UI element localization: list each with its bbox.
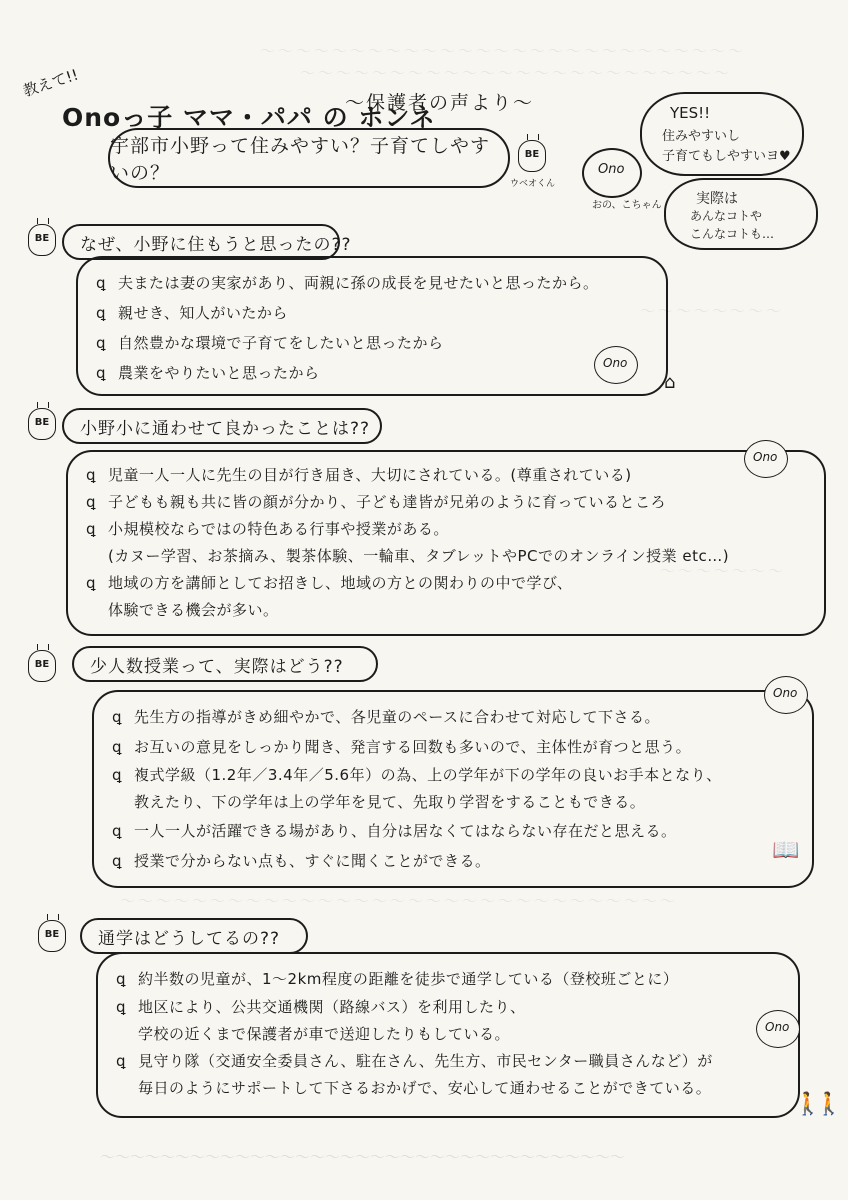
bleed-through: 〜〜〜〜〜〜〜 (660, 562, 787, 580)
question-cloud (108, 128, 510, 188)
answer-box (66, 450, 826, 636)
walking-children-icon: 🚶🚶 (794, 1092, 837, 1117)
ubeo-mascot-icon: BE (28, 224, 56, 256)
ubeo-mascot-icon: BE (518, 140, 546, 172)
speech-bubble-reality (664, 178, 818, 250)
bubble-text: あんなコトや (690, 209, 763, 223)
list-item: ꝗ 農業をやりたいと思ったから (96, 364, 320, 382)
onoko-mascot-icon: Ono (594, 346, 638, 384)
bubble-text: 子育てもしやすいヨ♥ (662, 149, 791, 164)
list-item: ꝗ 地域の方を講師としてお招きし、地域の方との関わりの中で学び、 (86, 574, 573, 592)
bubble-text: 実際は (696, 191, 738, 207)
section-title: 小野小に通わせて良かったことは?? (62, 408, 382, 444)
onoko-mascot-icon: Ono (756, 1010, 800, 1048)
bubble-text: こんなコトも… (690, 227, 775, 241)
page-title: Onoっ子 ママ・パパ の ホンネ (62, 103, 436, 132)
list-item: ꝗ 一人一人が活躍できる場があり、自分は居なくてはならない存在だと思える。 (112, 822, 677, 840)
header-teaser: 教えて!! (20, 65, 81, 101)
list-item: ꝗ 約半数の児童が、1〜2km程度の距離を徒歩で通学している（登校班ごとに） (116, 970, 679, 988)
ubeo-caption: ウベオくん (510, 179, 556, 189)
bleed-through: 〜〜〜〜〜〜〜〜〜〜〜〜〜〜〜〜〜〜〜〜〜〜〜〜〜〜〜〜〜〜〜 (120, 892, 679, 910)
question-text: 宇部市小野って住みやすい？子育てしやすいの？ (110, 135, 491, 184)
list-item: ꝗ 複式学級（1.2年／3.4年／5.6年）の為、上の学年が下の学年の良いお手本となり、 (112, 766, 722, 784)
list-item-continued: (カヌー学習、お茶摘み、製茶体験、一輪車、タブレットやPCでのオンライン授業 etc…) (108, 547, 730, 565)
ubeo-mascot-icon: BE (28, 650, 56, 682)
ubeo-mascot-icon: BE (38, 920, 66, 952)
answer-box (96, 952, 800, 1118)
bleed-through: 〜〜〜〜〜〜〜〜〜〜〜〜〜〜〜〜〜〜〜〜〜〜〜〜 (300, 64, 733, 82)
list-item: ꝗ 夫または妻の実家があり、両親に孫の成長を見せたいと思ったから。 (96, 274, 599, 292)
bleed-through: 〜〜〜〜〜〜〜〜 (640, 302, 785, 320)
mascot-caption: おの、こちゃん (592, 200, 662, 211)
list-item-continued: 教えたり、下の学年は上の学年を見て、先取り学習をすることもできる。 (134, 793, 646, 811)
list-item: ꝗ 児童一人一人に先生の目が行き届き、大切にされている。(尊重されている) (86, 466, 632, 484)
list-item: ꝗ 地区により、公共交通機関（路線バス）を利用したり、 (116, 998, 526, 1016)
page-subtitle: 〜保護者の声より〜 (345, 92, 535, 114)
onoko-mascot-icon: Ono (764, 676, 808, 714)
book-icon: 📖 (772, 838, 800, 863)
answer-box (92, 690, 814, 888)
bleed-through: 〜〜〜〜〜〜〜〜〜〜〜〜〜〜〜〜〜〜〜〜〜〜〜〜〜〜〜 (260, 42, 747, 60)
list-item-continued: 体験できる機会が多い。 (108, 601, 279, 619)
onoko-mascot-icon: Ono (744, 440, 788, 478)
list-item: ꝗ お互いの意見をしっかり聞き、発言する回数も多いので、主体性が育つと思う。 (112, 738, 692, 756)
list-item: ꝗ 小規模校ならではの特色ある行事や授業がある。 (86, 520, 449, 538)
onoko-mascot-icon: Ono (582, 148, 642, 198)
section-title: なぜ、小野に住もうと思ったの?? (62, 224, 340, 260)
list-item-continued: 学校の近くまで保護者が車で送迎したりもしている。 (138, 1025, 511, 1043)
list-item: ꝗ 自然豊かな環境で子育てをしたいと思ったから (96, 334, 444, 352)
section-title: 通学はどうしてるの?? (80, 918, 308, 954)
list-item: ꝗ 先生方の指導がきめ細やかで、各児童のペースに合わせて対応して下さる。 (112, 708, 660, 726)
speech-bubble-yes (640, 92, 804, 176)
ubeo-mascot-icon: BE (28, 408, 56, 440)
list-item: ꝗ 授業で分からない点も、すぐに聞くことができる。 (112, 852, 491, 870)
bubble-text: YES!! (670, 104, 711, 122)
section-title: 少人数授業って、実際はどう?? (72, 646, 378, 682)
list-item-continued: 毎日のようにサポートして下さるおかげで、安心して通わせることができている。 (138, 1079, 712, 1097)
bubble-text: 住みやすいし (662, 129, 741, 144)
list-item: ꝗ 子どもも親も共に皆の顔が分かり、子ども達皆が兄弟のように育っているところ (86, 493, 667, 511)
answer-box (76, 256, 668, 396)
bleed-through: 〜〜〜〜〜〜〜〜〜〜〜〜〜〜〜〜〜〜〜〜〜〜〜〜〜〜〜〜〜〜〜〜〜〜〜 (100, 1148, 626, 1166)
list-item: ꝗ 見守り隊（交通安全委員さん、駐在さん、先生方、市民センター職員さんなど）が (116, 1052, 713, 1070)
list-item: ꝗ 親せき、知人がいたから (96, 304, 288, 322)
house-icon: ⌂ (664, 372, 676, 393)
